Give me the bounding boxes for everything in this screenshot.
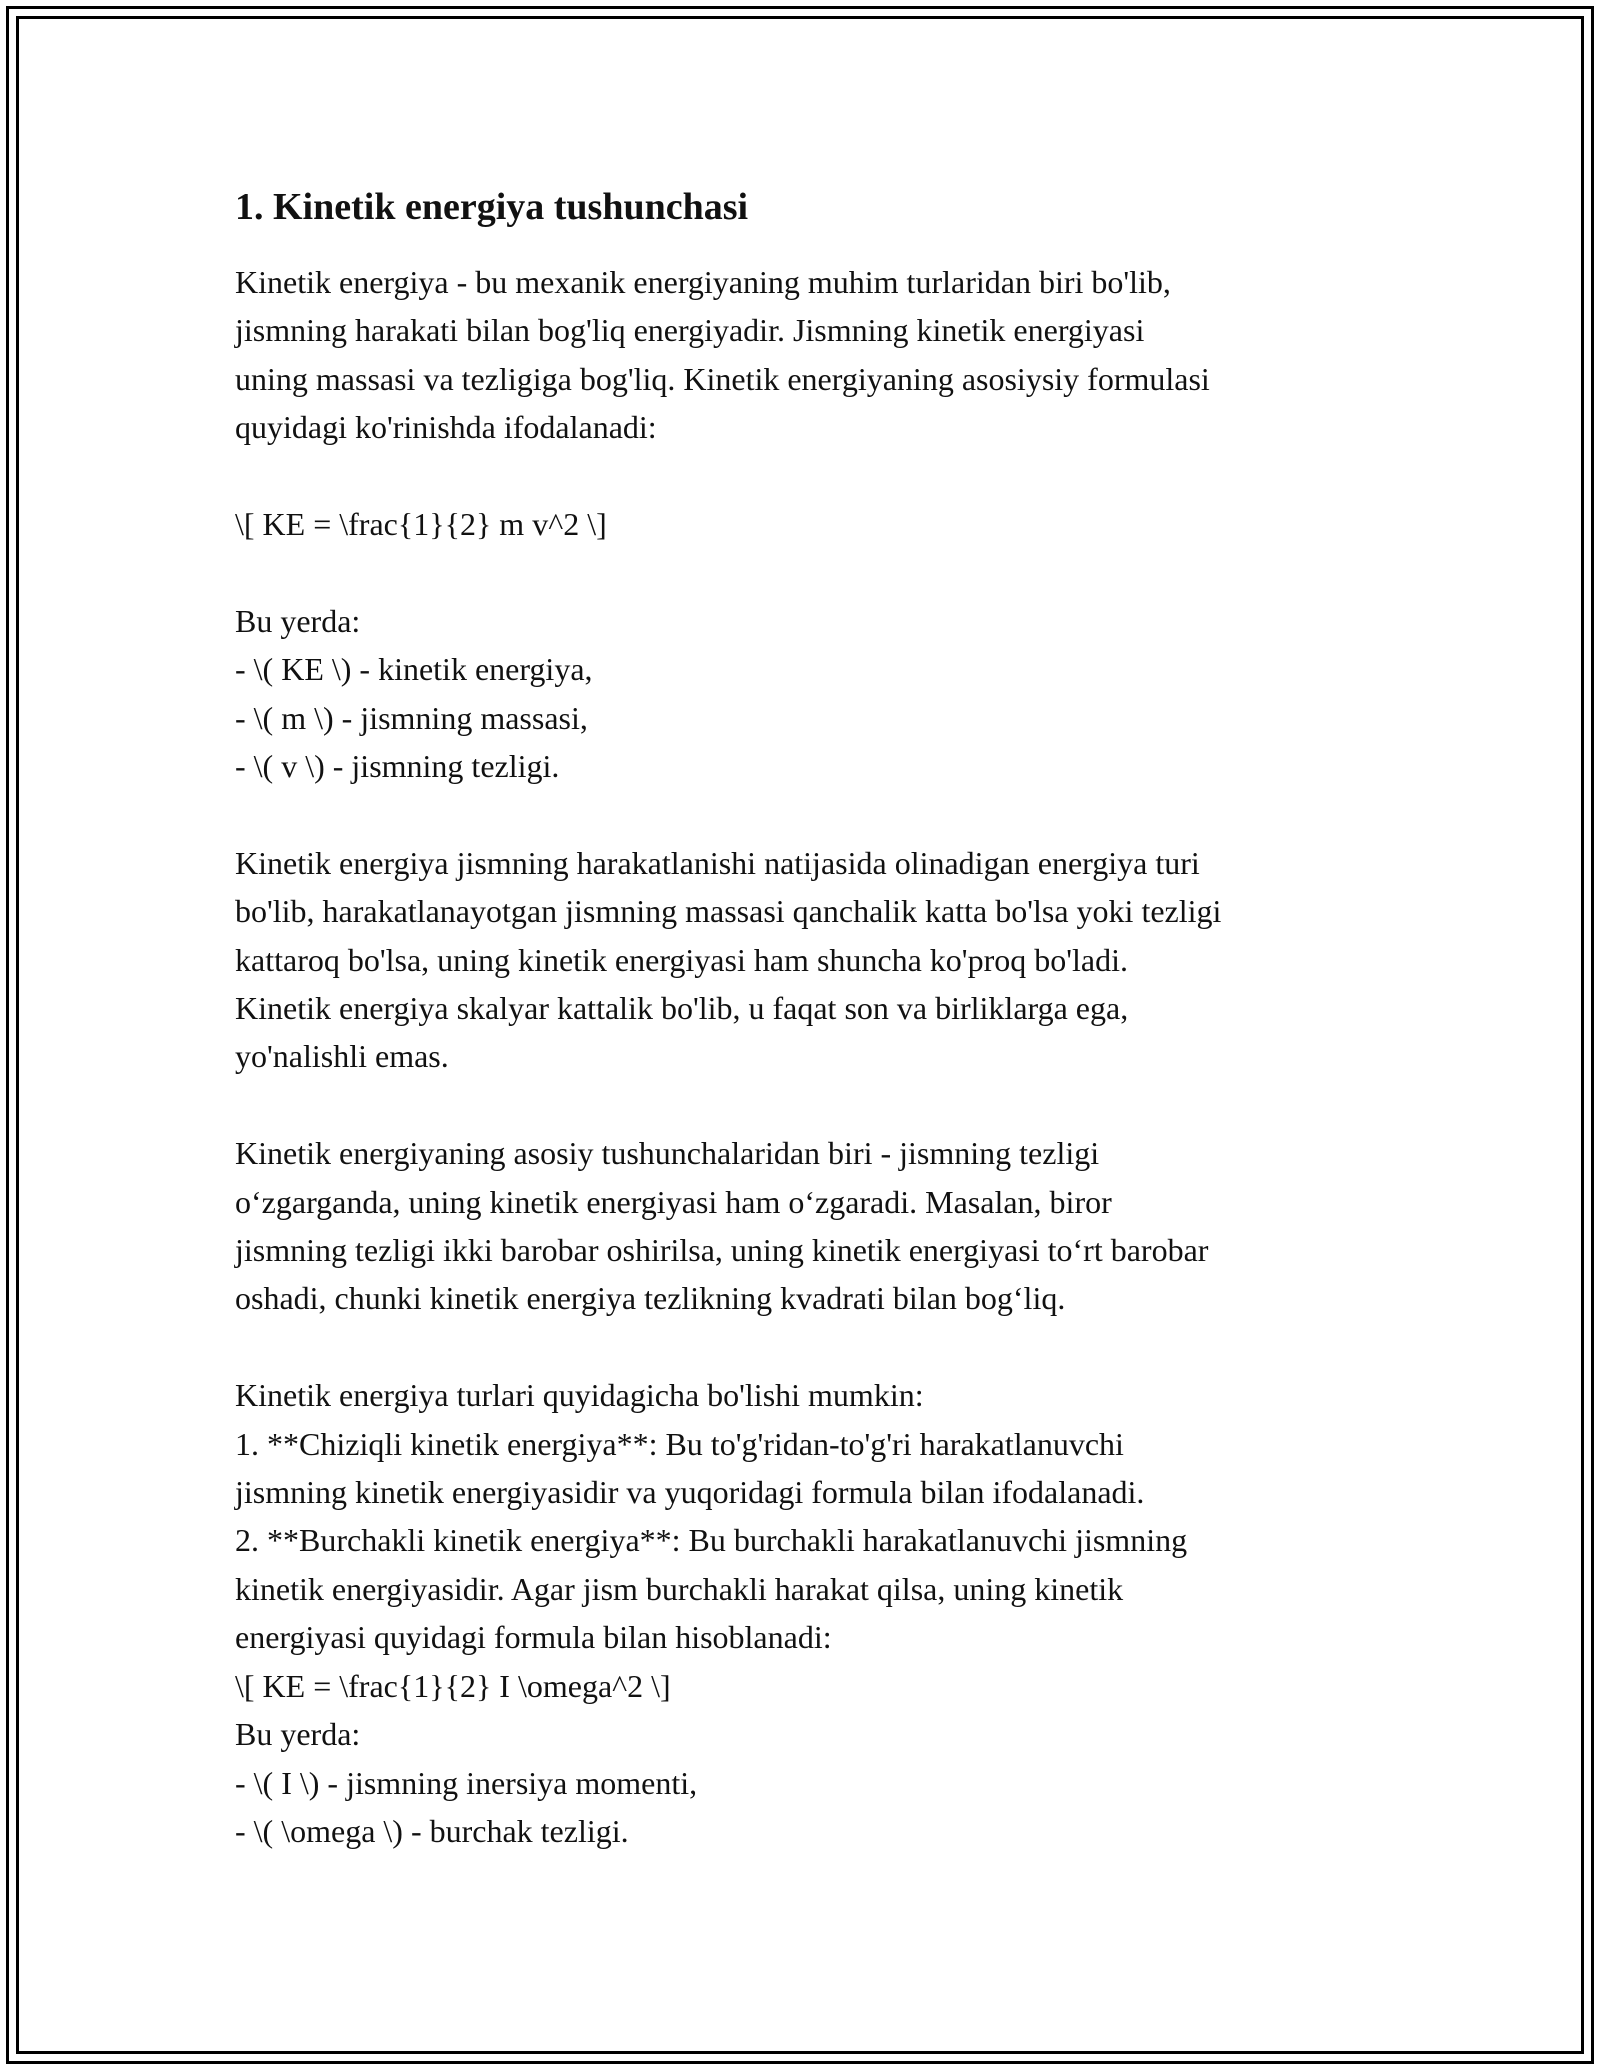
paragraph <box>235 258 1395 452</box>
text-line: kinetik energiyasidir. Agar jism burchakli harakat qilsa, uning kinetik <box>235 1570 1124 1607</box>
text-line: energiyasi quyidagi formula bilan hisoblanadi: <box>235 1619 832 1656</box>
text-line: jismning kinetik energiyasidir va yuqoridagi formula bilan ifodalanadi. <box>235 1474 1145 1511</box>
text-line: Kinetik energiya turlari quyidagicha bo'lishi mumkin: <box>235 1377 924 1414</box>
paragraph <box>235 500 1395 548</box>
text-line: yo'nalishli emas. <box>235 1038 449 1075</box>
text-line: jismning tezligi ikki barobar oshirilsa, uning kinetik energiyasi to‘rt barobar <box>235 1232 1209 1269</box>
text-line: - \( v \) - jismning tezligi. <box>235 748 560 785</box>
paragraph-spacer <box>235 548 1395 596</box>
text-line: 2. **Burchakli kinetik energiya**: Bu burchakli harakatlanuvchi jismning <box>235 1522 1188 1559</box>
page-title: 1. Kinetik energiya tushunchasi <box>235 186 749 228</box>
text-line: Kinetik energiyaning asosiy tushunchalaridan biri - jismning tezligi <box>235 1135 1100 1172</box>
text-line: \[ KE = \frac{1}{2} I \omega^2 \] <box>235 1667 671 1704</box>
text-line: Bu yerda: <box>235 1716 361 1753</box>
text-line: Bu yerda: <box>235 602 361 639</box>
text-line: quyidagi ko'rinishda ifodalanadi: <box>235 409 657 446</box>
paragraph <box>235 597 1395 791</box>
text-line: oshadi, chunki kinetik energiya tezlikning kvadrati bilan bog‘liq. <box>235 1280 1066 1317</box>
text-line: Kinetik energiya jismning harakatlanishi natijasida olinadigan energiya turi <box>235 844 1200 881</box>
paragraph-spacer <box>235 1081 1395 1129</box>
text-line: kattaroq bo'lsa, uning kinetik energiyasi ham shuncha ko'proq bo'ladi. <box>235 941 1128 978</box>
paragraph-container <box>235 258 1395 1855</box>
text-line: - \( m \) - jismning massasi, <box>235 699 588 736</box>
text-line: jismning harakati bilan bog'liq energiyadir. Jismning kinetik energiyasi <box>235 312 1145 349</box>
text-line: - \( I \) - jismning inersiya momenti, <box>235 1764 698 1801</box>
text-line: Kinetik energiya - bu mexanik energiyaning muhim turlaridan biri bo'lib, <box>235 264 1171 300</box>
paragraph <box>235 1129 1395 1323</box>
text-line: Kinetik energiya skalyar kattalik bo'lib, u faqat son va birliklarga ega, <box>235 990 1129 1027</box>
text-line: - \( KE \) - kinetik energiya, <box>235 651 593 688</box>
text-line: bo'lib, harakatlanayotgan jismning massasi qanchalik katta bo'lsa yoki tezligi <box>235 893 1222 930</box>
text-line: - \( \omega \) - burchak tezligi. <box>235 1812 629 1849</box>
text-line: \[ KE = \frac{1}{2} m v^2 \] <box>235 506 607 543</box>
paragraph-spacer <box>235 1323 1395 1371</box>
paragraph-spacer <box>235 790 1395 838</box>
text-line: uning massasi va tezligiga bog'liq. Kinetik energiyaning asosiysiy formulasi <box>235 360 1210 397</box>
text-line: o‘zgarganda, uning kinetik energiyasi ham o‘zgaradi. Masalan, biror <box>235 1183 1112 1220</box>
paragraph <box>235 839 1395 1081</box>
paragraph <box>235 1371 1395 1855</box>
document-body <box>235 182 1395 1855</box>
paragraph-spacer <box>235 452 1395 500</box>
text-line: 1. **Chiziqli kinetik energiya**: Bu to'g'ridan-to'g'ri harakatlanuvchi <box>235 1425 1124 1462</box>
